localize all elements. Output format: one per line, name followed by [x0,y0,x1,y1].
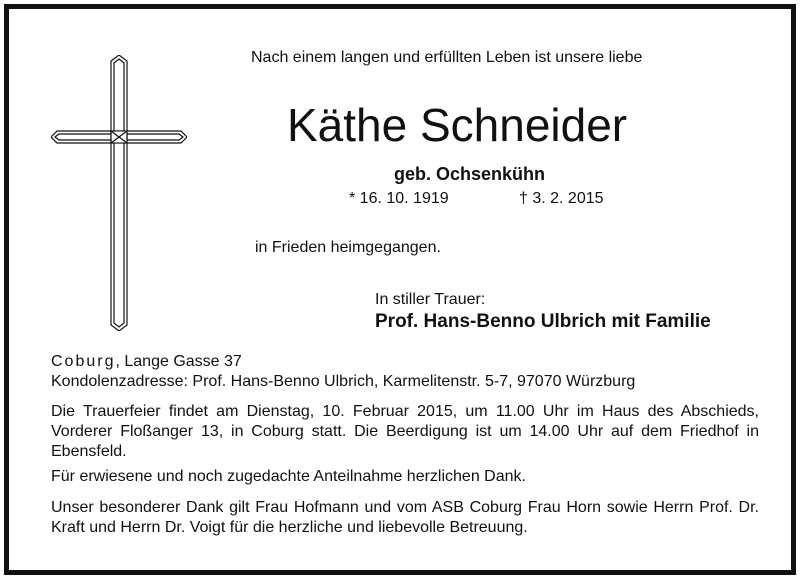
home-address [51,352,242,372]
mourners-names: Prof. Hans-Benno Ulbrich mit Familie [375,311,711,332]
mourning-label: In stiller Trauer: [375,291,486,308]
birth-date: * 16. 10. 1919 [349,190,449,207]
maiden-name: geb. Ochsenkühn [394,164,546,184]
cross-icon [51,55,187,331]
thanks-text: Für erwiesene und noch zugedachte Anteilnahme herzlichen Dank. [51,468,526,485]
special-thanks-text: Unser besonderer Dank gilt Frau Hofmann und vom ASB Coburg Frau Horn sowie Herrn Prof. Dr. Kraft und Herrn Dr. Voigt für die herzliche und liebevolle Betreuung. [51,499,759,536]
condolence-address: Kondolenzadresse: Prof. Hans-Benno Ulbrich, Karmelitenstr. 5-7, 97070 Würzburg [51,373,636,390]
passed-text: in Frieden heimgegangen. [255,239,441,256]
address-city: Coburg [51,353,116,370]
deceased-name: Käthe Schneider [287,99,628,151]
address-street: , Lange Gasse 37 [115,353,242,370]
death-date: † 3. 2. 2015 [519,190,604,207]
intro-text: Nach einem langen und erfüllten Leben ist unsere liebe [251,49,643,66]
obituary-notice [4,4,796,575]
ceremony-details: Die Trauerfeier findet am Dienstag, 10. Februar 2015, um 11.00 Uhr im Haus des Abschieds, Vorderer Floßanger 13, in Coburg statt. Die Beerdigung ist um 14.00 Uhr auf dem Friedhof in Ebensfeld. [51,403,759,460]
